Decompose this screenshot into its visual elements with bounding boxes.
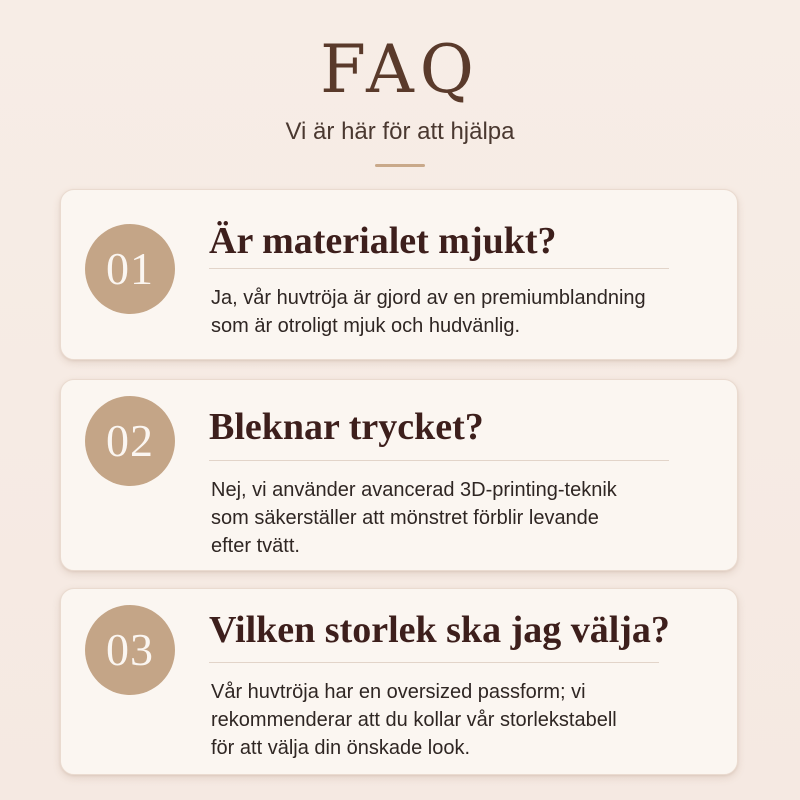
page-subtitle: Vi är här för att hjälpa xyxy=(285,118,515,145)
faq-number-badge: 03 xyxy=(85,605,175,695)
question-divider xyxy=(209,268,669,269)
answer-line: som säkerställer att mönstret förblir levande xyxy=(211,507,599,529)
answer-line: som är otroligt mjuk och hudvänlig. xyxy=(211,315,521,337)
faq-number-badge: 02 xyxy=(85,396,175,486)
answer-line: Ja, vår huvtröja är gjord av en premiumblandning xyxy=(211,287,646,309)
question-divider xyxy=(209,662,659,663)
faq-answer xyxy=(211,284,717,340)
answer-line: för att välja din önskade look. xyxy=(211,737,471,759)
faq-question: Bleknar trycket? xyxy=(209,406,484,448)
faq-card-3[interactable] xyxy=(60,588,738,775)
faq-question: Vilken storlek ska jag välja? xyxy=(209,609,670,651)
faq-card-2[interactable] xyxy=(60,379,738,571)
question-divider xyxy=(209,460,669,461)
answer-line: Nej, vi använder avancerad 3D-printing-teknik xyxy=(211,479,617,501)
answer-line: efter tvätt. xyxy=(211,535,300,557)
answer-line: Vår huvtröja har en oversized passform; vi xyxy=(211,681,586,703)
title-divider xyxy=(375,164,425,167)
faq-answer xyxy=(211,678,717,762)
faq-question: Är materialet mjukt? xyxy=(209,220,557,262)
page-title: FAQ xyxy=(320,31,480,108)
faq-number-badge: 01 xyxy=(85,224,175,314)
faq-answer xyxy=(211,476,717,560)
answer-line: rekommenderar att du kollar vår storlekstabell xyxy=(211,709,617,731)
faq-card-1[interactable] xyxy=(60,189,738,360)
